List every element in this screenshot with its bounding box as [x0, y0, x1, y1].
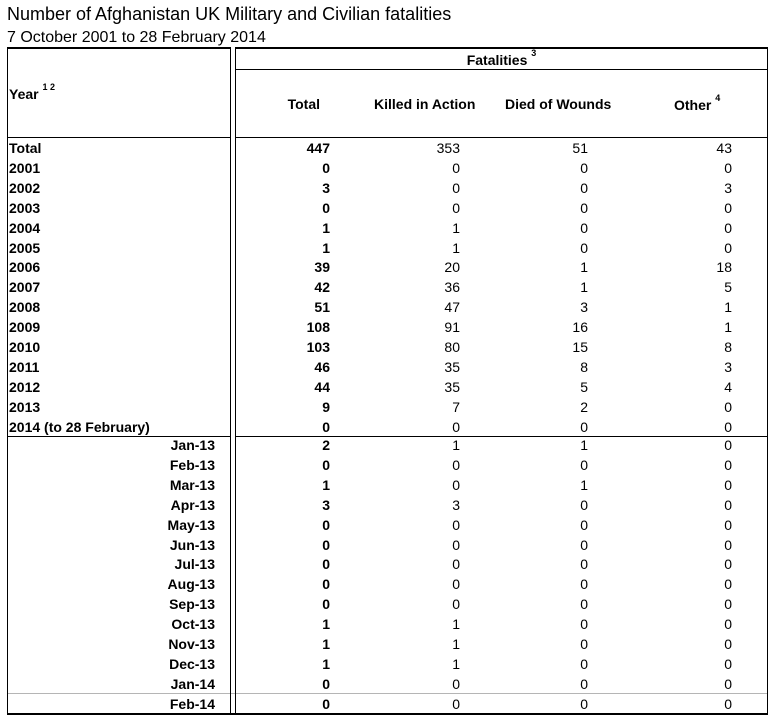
kia-value: 91	[444, 319, 460, 336]
total-value: 0	[322, 199, 330, 216]
dow-value: 0	[580, 675, 588, 692]
kia-value: 0	[452, 596, 460, 613]
dow-value: 3	[580, 299, 588, 316]
total-value: 0	[322, 576, 330, 593]
kia-value: 3	[452, 496, 460, 513]
kia-value: 80	[444, 339, 460, 355]
total-value: 0	[322, 695, 330, 712]
year-label: 2001	[9, 159, 41, 176]
kia-value: 0	[452, 199, 460, 216]
other-value: 5	[724, 279, 732, 296]
month-label: Jan-13	[170, 437, 215, 453]
dow-value: 0	[580, 219, 588, 236]
other-value: 0	[724, 675, 732, 692]
dow-value: 0	[580, 199, 588, 216]
dow-value: 0	[580, 179, 588, 196]
total-value: 0	[322, 596, 330, 613]
page-title: Number of Afghanistan UK Military and Civilian fatalities	[7, 4, 452, 24]
page-subtitle: 7 October 2001 to 28 February 2014	[7, 29, 266, 46]
kia-value: 0	[452, 695, 460, 712]
total-value: 3	[322, 496, 330, 513]
total-value: 3	[322, 179, 330, 196]
other-value: 0	[724, 695, 732, 712]
other-value: 18	[716, 259, 732, 276]
year-label: Total	[9, 140, 42, 156]
year-label: 2014 (to 28 February)	[9, 418, 150, 435]
year-label: 2006	[9, 259, 41, 276]
dow-value: 0	[580, 418, 588, 435]
month-label: Jan-14	[170, 675, 215, 692]
kia-value: 1	[452, 239, 460, 256]
other-value: 0	[724, 616, 732, 633]
total-value: 2	[322, 437, 330, 453]
dow-value: 0	[580, 616, 588, 633]
other-value: 0	[724, 596, 732, 613]
month-label: Feb-13	[169, 456, 215, 473]
table-top-border-right	[235, 47, 768, 49]
kia-value: 1	[452, 636, 460, 652]
year-header-label: Year	[9, 86, 39, 102]
fatalities-header-footnote: 3	[531, 48, 537, 58]
year-column-divider-2	[235, 47, 236, 715]
month-label: Nov-13	[168, 636, 215, 652]
dow-value: 0	[580, 636, 588, 652]
month-label: May-13	[167, 516, 215, 533]
month-label: Oct-13	[171, 616, 215, 633]
month-label: Jul-13	[174, 556, 215, 573]
other-value: 0	[724, 576, 732, 593]
dow-value: 0	[580, 159, 588, 176]
dow-value: 0	[580, 456, 588, 473]
table-right-border	[767, 47, 768, 715]
kia-value: 20	[444, 259, 460, 276]
other-value: 1	[724, 299, 732, 316]
total-value: 51	[314, 299, 330, 316]
kia-value: 7	[452, 398, 460, 415]
fatalities-header-label: Fatalities	[466, 52, 528, 68]
year-header	[9, 82, 55, 104]
table-top-border	[7, 47, 230, 49]
total-column-header: Total	[287, 96, 320, 112]
total-value: 0	[322, 418, 330, 435]
dow-value: 15	[572, 339, 588, 355]
year-label: 2004	[9, 219, 41, 236]
dow-value: 0	[580, 655, 588, 672]
total-value: 44	[314, 378, 330, 395]
year-label: 2008	[9, 299, 41, 316]
dow-value: 0	[580, 496, 588, 513]
total-value: 0	[322, 456, 330, 473]
table-left-border	[7, 47, 8, 715]
dow-value: 0	[580, 576, 588, 593]
dow-value: 1	[580, 476, 588, 493]
other-value: 1	[724, 319, 732, 336]
total-value: 103	[306, 339, 330, 355]
kia-value: 0	[452, 516, 460, 533]
kia-value: 0	[452, 675, 460, 692]
year-label: 2012	[9, 378, 41, 395]
dow-value: 1	[580, 259, 588, 276]
dow-value: 0	[580, 536, 588, 553]
fatalities-header	[235, 48, 768, 70]
other-column-header	[674, 93, 721, 115]
year-label: 2007	[9, 279, 41, 296]
other-value: 0	[724, 398, 732, 415]
other-value: 0	[724, 418, 732, 435]
kia-column-header: Killed in Action	[374, 96, 476, 112]
dow-column-header: Died of Wounds	[505, 96, 612, 112]
kia-value: 36	[444, 279, 460, 296]
year-column-divider-1	[230, 47, 231, 715]
total-value: 9	[322, 398, 330, 415]
total-value: 1	[322, 616, 330, 633]
total-value: 1	[322, 655, 330, 672]
other-value: 0	[724, 159, 732, 176]
kia-value: 1	[452, 437, 460, 453]
year-label: 2009	[9, 319, 41, 336]
kia-value: 1	[452, 616, 460, 633]
other-value: 4	[724, 378, 732, 395]
total-value: 0	[322, 536, 330, 553]
kia-value: 0	[452, 476, 460, 493]
dow-value: 2	[580, 398, 588, 415]
other-value: 0	[724, 496, 732, 513]
year-label: 2003	[9, 199, 41, 216]
other-value: 0	[724, 536, 732, 553]
kia-value: 0	[452, 179, 460, 196]
month-label: Apr-13	[170, 496, 215, 513]
other-value: 0	[724, 655, 732, 672]
dow-value: 0	[580, 516, 588, 533]
kia-value: 0	[452, 556, 460, 573]
other-value: 0	[724, 476, 732, 493]
other-value: 3	[724, 358, 732, 375]
kia-value: 0	[452, 536, 460, 553]
other-value: 0	[724, 437, 732, 453]
total-value: 0	[322, 516, 330, 533]
kia-value: 0	[452, 418, 460, 435]
year-label: 2013	[9, 398, 41, 415]
year-label: 2002	[9, 179, 41, 196]
kia-value: 353	[436, 140, 460, 156]
total-value: 0	[322, 675, 330, 692]
year-label: 2005	[9, 239, 41, 256]
total-value: 1	[322, 219, 330, 236]
month-label: Aug-13	[167, 576, 215, 593]
year-label: 2011	[9, 358, 40, 375]
total-value: 447	[306, 140, 330, 156]
month-label: Sep-13	[169, 596, 215, 613]
other-value: 0	[724, 636, 732, 652]
other-column-header-footnote: 4	[715, 93, 721, 103]
other-value: 0	[724, 239, 732, 256]
dow-value: 16	[572, 319, 588, 336]
header-bottom-border-right	[235, 137, 768, 138]
month-label: Feb-14	[169, 695, 215, 712]
dow-value: 0	[580, 239, 588, 256]
dow-value: 51	[572, 140, 588, 156]
month-label: Jun-13	[169, 536, 215, 553]
total-value: 1	[322, 239, 330, 256]
kia-value: 0	[452, 576, 460, 593]
total-value: 39	[314, 259, 330, 276]
kia-value: 47	[444, 299, 460, 316]
year-header-footnote: 1 2	[42, 82, 55, 92]
other-value: 0	[724, 516, 732, 533]
dow-value: 5	[580, 378, 588, 395]
header-bottom-border	[7, 137, 230, 138]
kia-value: 1	[452, 219, 460, 236]
other-value: 0	[724, 219, 732, 236]
total-value: 1	[322, 476, 330, 493]
kia-value: 35	[444, 358, 460, 375]
total-value: 46	[314, 358, 330, 375]
total-value: 0	[322, 556, 330, 573]
total-value: 42	[314, 279, 330, 296]
other-value: 43	[716, 140, 732, 156]
other-value: 0	[724, 556, 732, 573]
dow-value: 8	[580, 358, 588, 375]
other-value: 8	[724, 339, 732, 355]
total-value: 0	[322, 159, 330, 176]
kia-value: 1	[452, 655, 460, 672]
dow-value: 0	[580, 695, 588, 712]
dow-value: 0	[580, 596, 588, 613]
other-value: 0	[724, 199, 732, 216]
other-value: 0	[724, 456, 732, 473]
total-value: 1	[322, 636, 330, 652]
year-label: 2010	[9, 339, 41, 355]
dow-value: 1	[580, 437, 588, 453]
kia-value: 0	[452, 456, 460, 473]
dow-value: 1	[580, 279, 588, 296]
kia-value: 35	[444, 378, 460, 395]
total-value: 108	[306, 319, 330, 336]
dow-value: 0	[580, 556, 588, 573]
kia-value: 0	[452, 159, 460, 176]
other-column-header-label: Other	[674, 97, 712, 113]
month-label: Mar-13	[169, 476, 215, 493]
month-label: Dec-13	[169, 655, 215, 672]
other-value: 3	[724, 179, 732, 196]
